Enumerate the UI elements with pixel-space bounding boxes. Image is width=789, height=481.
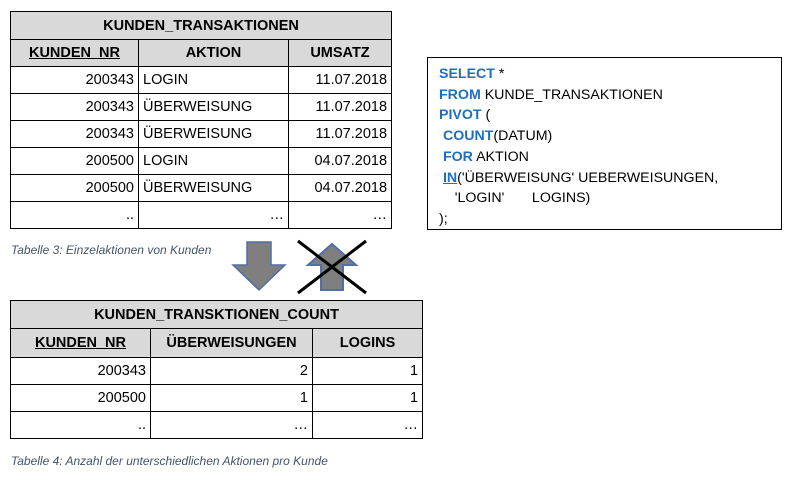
kunden-transaktionen-table — [10, 11, 392, 229]
cell-aktion: ÜBERWEISUNG — [139, 94, 289, 121]
cell-kunden-nr: 200343 — [11, 94, 139, 121]
sql-text: KUNDE_TRANSAKTIONEN — [480, 86, 663, 103]
sql-keyword: IN — [442, 169, 458, 186]
table-row-ellipsis — [11, 412, 423, 439]
column-header-ueberweisungen: ÜBERWEISUNGEN — [151, 329, 313, 358]
table-row — [11, 121, 392, 148]
sql-keyword: PIVOT — [439, 107, 482, 124]
arrow-down-icon — [233, 242, 285, 290]
cell-aktion: ÜBERWEISUNG — [139, 175, 289, 202]
sql-keyword: COUNT — [442, 128, 494, 145]
cell-umsatz: 04.07.2018 — [289, 148, 392, 175]
sql-line — [439, 85, 770, 106]
cell-umsatz: 11.07.2018 — [289, 121, 392, 148]
sql-text: (DATUM) — [493, 128, 553, 145]
table-row — [11, 385, 423, 412]
table-title: KUNDEN_TRANSKTIONEN_COUNT — [11, 301, 423, 329]
cell-ellipsis: … — [313, 412, 423, 439]
sql-text: ('ÜBERWEISUNG' UEBERWEISUNGEN, — [457, 169, 719, 186]
sql-keyword: FROM — [439, 86, 481, 103]
cell-aktion: LOGIN — [139, 67, 289, 94]
cell-ellipsis: .. — [11, 202, 139, 229]
cell-aktion: LOGIN — [139, 148, 289, 175]
table-row — [11, 148, 392, 175]
cell-umsatz: 11.07.2018 — [289, 67, 392, 94]
sql-keyword: SELECT — [439, 66, 495, 82]
table-row — [11, 67, 392, 94]
cell-ellipsis: … — [139, 202, 289, 229]
cell-umsatz: 04.07.2018 — [289, 175, 392, 202]
table-title: KUNDEN_TRANSAKTIONEN — [11, 12, 392, 40]
sql-query-box — [427, 57, 782, 230]
column-header-kunden-nr: KUNDEN_NR — [11, 40, 139, 67]
cell-kunden-nr: 200343 — [11, 67, 139, 94]
sql-line: ); — [439, 210, 448, 227]
table-row-ellipsis — [11, 202, 392, 229]
sql-text: AKTION — [472, 148, 529, 165]
column-header-aktion: AKTION — [139, 40, 289, 67]
cell-ellipsis: … — [289, 202, 392, 229]
sql-line — [439, 168, 770, 189]
cell-ellipsis: … — [151, 412, 313, 439]
cell-aktion: ÜBERWEISUNG — [139, 121, 289, 148]
cell-kunden-nr: 200500 — [11, 148, 139, 175]
sql-line: 'LOGIN' LOGINS) — [439, 190, 591, 207]
cell-ueberweisungen: 2 — [151, 358, 313, 385]
cell-logins: 1 — [313, 358, 423, 385]
column-header-umsatz: UMSATZ — [289, 40, 392, 67]
sql-line — [439, 64, 770, 85]
cell-kunden-nr: 200343 — [11, 358, 151, 385]
column-header-logins: LOGINS — [313, 329, 423, 358]
table-row — [11, 94, 392, 121]
cell-kunden-nr: 200500 — [11, 385, 151, 412]
kunden-transaktionen-count-table — [10, 300, 423, 439]
cell-kunden-nr: 200343 — [11, 121, 139, 148]
cell-kunden-nr: 200500 — [11, 175, 139, 202]
table-row — [11, 358, 423, 385]
column-header-kunden-nr: KUNDEN_NR — [11, 329, 151, 358]
cell-umsatz: 11.07.2018 — [289, 94, 392, 121]
table-caption: Tabelle 3: Einzelaktionen von Kunden — [11, 243, 212, 257]
sql-text: * — [494, 66, 505, 82]
sql-line — [439, 105, 770, 126]
table-caption: Tabelle 4: Anzahl der unterschiedlichen Aktionen pro Kunde — [11, 454, 328, 468]
sql-text: ( — [481, 107, 491, 124]
sql-keyword: FOR — [442, 148, 473, 165]
sql-line — [439, 126, 770, 147]
transformation-arrows — [230, 238, 370, 296]
cell-ellipsis: .. — [11, 412, 151, 439]
cell-ueberweisungen: 1 — [151, 385, 313, 412]
table-row — [11, 175, 392, 202]
sql-line — [439, 147, 770, 168]
cell-logins: 1 — [313, 385, 423, 412]
